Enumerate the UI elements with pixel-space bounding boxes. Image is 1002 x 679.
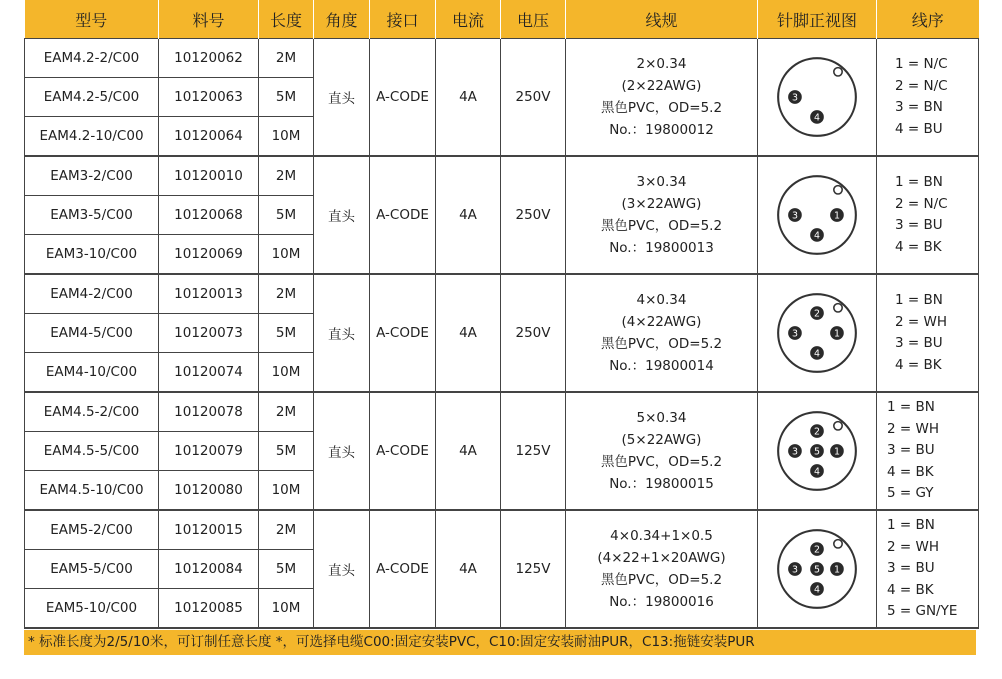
cable-spec-line: No.：19800012 xyxy=(609,122,714,138)
length-cell: 5M xyxy=(259,432,314,471)
cable-spec-line: (5×22AWG) xyxy=(621,432,702,448)
pin-2 xyxy=(810,306,824,320)
length-cell: 2M xyxy=(259,39,314,78)
pin-view-cell xyxy=(758,274,877,392)
header-angle: 角度 xyxy=(314,0,370,39)
wiring-line: 2 = WH xyxy=(887,420,939,437)
cable-spec-cell xyxy=(566,274,758,392)
length-cell: 2M xyxy=(259,274,314,314)
part-number-cell: 10120073 xyxy=(159,314,259,353)
svg-text:3: 3 xyxy=(791,210,798,222)
pin-diagram xyxy=(775,173,859,257)
svg-text:5: 5 xyxy=(813,564,821,576)
angle-cell: 直头 xyxy=(314,510,370,628)
wiring-cell xyxy=(877,274,979,392)
svg-text:1: 1 xyxy=(833,210,840,222)
cable-spec-line: 5×0.34 xyxy=(636,410,687,426)
wiring-line: 3 = BU xyxy=(895,217,943,233)
model-cell: EAM5-5/C00 xyxy=(25,550,159,589)
svg-text:2: 2 xyxy=(813,426,821,438)
part-number-cell: 10120015 xyxy=(159,510,259,550)
model-cell: EAM4-5/C00 xyxy=(25,314,159,353)
length-cell: 5M xyxy=(259,196,314,235)
pin-1 xyxy=(830,444,844,458)
wiring-cell xyxy=(877,156,979,274)
table-row xyxy=(25,392,979,432)
voltage-cell: 250V xyxy=(501,274,566,392)
pin-4 xyxy=(810,110,824,124)
wiring-cell xyxy=(877,39,979,157)
model-cell: EAM4.2-10/C00 xyxy=(25,117,159,157)
length-cell: 2M xyxy=(259,392,314,432)
cable-spec-line: (4×22+1×20AWG) xyxy=(597,550,726,566)
voltage-cell: 250V xyxy=(501,156,566,274)
length-cell: 2M xyxy=(259,510,314,550)
length-cell: 10M xyxy=(259,471,314,511)
part-number-cell: 10120069 xyxy=(159,235,259,275)
wiring-line: 1 = BN xyxy=(895,174,943,190)
length-cell: 5M xyxy=(259,314,314,353)
svg-text:3: 3 xyxy=(791,92,798,104)
model-cell: EAM4.2-2/C00 xyxy=(25,39,159,78)
cable-spec-line: (4×22AWG) xyxy=(621,314,702,330)
length-cell: 2M xyxy=(259,156,314,196)
part-number-cell: 10120064 xyxy=(159,117,259,157)
angle-cell: 直头 xyxy=(314,156,370,274)
table-row xyxy=(25,274,979,314)
pin-3 xyxy=(788,326,802,340)
angle-cell: 直头 xyxy=(314,392,370,510)
wiring-line: 2 = N/C xyxy=(895,195,948,212)
part-number-cell: 10120079 xyxy=(159,432,259,471)
header-part-number: 料号 xyxy=(159,0,259,39)
model-cell: EAM3-5/C00 xyxy=(25,196,159,235)
part-number-cell: 10120080 xyxy=(159,471,259,511)
wiring-cell xyxy=(877,510,979,628)
wiring-line: 1 = BN xyxy=(887,399,935,416)
pin-1 xyxy=(830,208,844,222)
svg-text:1: 1 xyxy=(833,328,840,340)
coding-key xyxy=(834,68,842,76)
voltage-cell: 125V xyxy=(501,510,566,628)
wiring-line: 3 = BU xyxy=(887,442,935,459)
length-cell: 10M xyxy=(259,117,314,157)
wiring-line: 4 = BK xyxy=(895,356,942,373)
current-cell: 4A xyxy=(436,274,501,392)
footer-note: * 标准长度为2/5/10米，可订制任意长度 *，可选择电缆C00:固定安装PVC，C10:固定安装耐油PUR，C13:拖链安装PUR xyxy=(24,630,976,655)
pin-1 xyxy=(830,562,844,576)
interface-cell: A-CODE xyxy=(370,274,436,392)
model-cell: EAM4.5-2/C00 xyxy=(25,392,159,432)
header-row xyxy=(25,0,979,39)
wiring-line: 3 = BN xyxy=(895,99,943,115)
header-model: 型号 xyxy=(25,0,159,39)
svg-text:4: 4 xyxy=(813,112,821,124)
table-body xyxy=(25,39,979,629)
pin-4 xyxy=(810,582,824,596)
voltage-cell: 125V xyxy=(501,392,566,510)
part-number-cell: 10120068 xyxy=(159,196,259,235)
part-number-cell: 10120085 xyxy=(159,589,259,629)
pin-2 xyxy=(810,424,824,438)
current-cell: 4A xyxy=(436,392,501,510)
current-cell: 4A xyxy=(436,39,501,157)
header-wiring: 线序 xyxy=(877,0,979,39)
model-cell: EAM5-2/C00 xyxy=(25,510,159,550)
pin-3 xyxy=(788,444,802,458)
cable-spec-line: 4×0.34+1×0.5 xyxy=(610,528,713,544)
cable-spec-line: (2×22AWG) xyxy=(621,78,702,94)
model-cell: EAM3-2/C00 xyxy=(25,156,159,196)
cable-spec-line: 3×0.34 xyxy=(636,174,687,190)
angle-cell: 直头 xyxy=(314,39,370,157)
svg-text:4: 4 xyxy=(813,348,821,360)
model-cell: EAM4.5-10/C00 xyxy=(25,471,159,511)
cable-spec-line: (3×22AWG) xyxy=(621,196,702,212)
pin-diagram xyxy=(775,55,859,139)
part-number-cell: 10120013 xyxy=(159,274,259,314)
wiring-line: 5 = GN/YE xyxy=(887,603,958,620)
wiring-line: 1 = BN xyxy=(895,292,943,308)
length-cell: 5M xyxy=(259,78,314,117)
svg-text:4: 4 xyxy=(813,584,821,596)
part-number-cell: 10120084 xyxy=(159,550,259,589)
cable-spec-cell xyxy=(566,392,758,510)
pin-4 xyxy=(810,228,824,242)
cable-spec-line: 黑色PVC，OD=5.2 xyxy=(600,100,723,116)
wiring-line: 5 = GY xyxy=(887,485,934,502)
part-number-cell: 10120062 xyxy=(159,39,259,78)
pin-view-cell xyxy=(758,156,877,274)
part-number-cell: 10120010 xyxy=(159,156,259,196)
pin-diagram xyxy=(775,527,859,611)
cable-spec-line: 黑色PVC，OD=5.2 xyxy=(600,218,723,234)
length-cell: 10M xyxy=(259,235,314,275)
header-pin-view: 针脚正视图 xyxy=(758,0,877,39)
length-cell: 5M xyxy=(259,550,314,589)
wiring-line: 2 = WH xyxy=(887,538,939,555)
table-row xyxy=(25,39,979,78)
svg-text:2: 2 xyxy=(813,544,821,556)
spec-table-wrapper xyxy=(24,0,978,629)
wiring-line: 1 = BN xyxy=(887,517,935,534)
model-cell: EAM4-2/C00 xyxy=(25,274,159,314)
svg-text:4: 4 xyxy=(813,230,821,242)
part-number-cell: 10120074 xyxy=(159,353,259,393)
coding-key xyxy=(834,186,842,194)
coding-key xyxy=(834,540,842,548)
wiring-line: 3 = BU xyxy=(887,560,935,577)
spec-table xyxy=(24,0,979,629)
cable-spec-line: 黑色PVC，OD=5.2 xyxy=(600,454,723,470)
svg-text:3: 3 xyxy=(791,564,798,576)
pin-view-cell xyxy=(758,39,877,157)
interface-cell: A-CODE xyxy=(370,510,436,628)
pin-diagram xyxy=(775,409,859,493)
length-cell: 10M xyxy=(259,353,314,393)
pin-5 xyxy=(810,562,824,576)
wiring-line: 4 = BU xyxy=(895,120,943,137)
svg-text:1: 1 xyxy=(833,564,840,576)
model-cell: EAM4-10/C00 xyxy=(25,353,159,393)
svg-text:2: 2 xyxy=(813,308,821,320)
model-cell: EAM4.5-5/C00 xyxy=(25,432,159,471)
pin-3 xyxy=(788,208,802,222)
wiring-line: 4 = BK xyxy=(895,238,942,255)
cable-spec-line: No.：19800015 xyxy=(609,476,714,492)
cable-spec-line: 黑色PVC，OD=5.2 xyxy=(600,572,723,588)
table-row xyxy=(25,156,979,196)
header-interface: 接口 xyxy=(370,0,436,39)
angle-cell: 直头 xyxy=(314,274,370,392)
header-current: 电流 xyxy=(436,0,501,39)
current-cell: 4A xyxy=(436,156,501,274)
pin-3 xyxy=(788,90,802,104)
svg-text:3: 3 xyxy=(791,446,798,458)
part-number-cell: 10120078 xyxy=(159,392,259,432)
cable-spec-line: 4×0.34 xyxy=(636,292,687,308)
pin-4 xyxy=(810,464,824,478)
model-cell: EAM3-10/C00 xyxy=(25,235,159,275)
interface-cell: A-CODE xyxy=(370,392,436,510)
table-row xyxy=(25,510,979,550)
wiring-line: 3 = BU xyxy=(895,335,943,351)
pin-view-cell xyxy=(758,392,877,510)
cable-spec-line: No.：19800014 xyxy=(609,358,714,374)
cable-spec-line: 黑色PVC，OD=5.2 xyxy=(600,336,723,352)
cable-spec-cell xyxy=(566,510,758,628)
header-cable-spec: 线规 xyxy=(566,0,758,39)
coding-key xyxy=(834,304,842,312)
wiring-line: 4 = BK xyxy=(887,463,934,480)
pin-5 xyxy=(810,444,824,458)
part-number-cell: 10120063 xyxy=(159,78,259,117)
header-voltage: 电压 xyxy=(501,0,566,39)
pin-4 xyxy=(810,346,824,360)
wiring-line: 4 = BK xyxy=(887,581,934,598)
svg-text:4: 4 xyxy=(813,466,821,478)
header-length: 长度 xyxy=(259,0,314,39)
svg-text:3: 3 xyxy=(791,328,798,340)
wiring-cell xyxy=(877,392,979,510)
pin-1 xyxy=(830,326,844,340)
cable-spec-line: No.：19800013 xyxy=(609,240,714,256)
pin-view-cell xyxy=(758,510,877,628)
svg-text:5: 5 xyxy=(813,446,821,458)
pin-2 xyxy=(810,542,824,556)
svg-text:1: 1 xyxy=(833,446,840,458)
cable-spec-line: No.：19800016 xyxy=(609,594,714,610)
voltage-cell: 250V xyxy=(501,39,566,157)
cable-spec-cell xyxy=(566,39,758,157)
model-cell: EAM4.2-5/C00 xyxy=(25,78,159,117)
interface-cell: A-CODE xyxy=(370,156,436,274)
pin-3 xyxy=(788,562,802,576)
cable-spec-cell xyxy=(566,156,758,274)
model-cell: EAM5-10/C00 xyxy=(25,589,159,629)
pin-diagram xyxy=(775,291,859,375)
wiring-line: 1 = N/C xyxy=(895,56,948,72)
cable-spec-line: 2×0.34 xyxy=(636,56,687,72)
coding-key xyxy=(834,422,842,430)
interface-cell: A-CODE xyxy=(370,39,436,157)
wiring-line: 2 = WH xyxy=(895,313,947,330)
length-cell: 10M xyxy=(259,589,314,629)
current-cell: 4A xyxy=(436,510,501,628)
wiring-line: 2 = N/C xyxy=(895,77,948,94)
